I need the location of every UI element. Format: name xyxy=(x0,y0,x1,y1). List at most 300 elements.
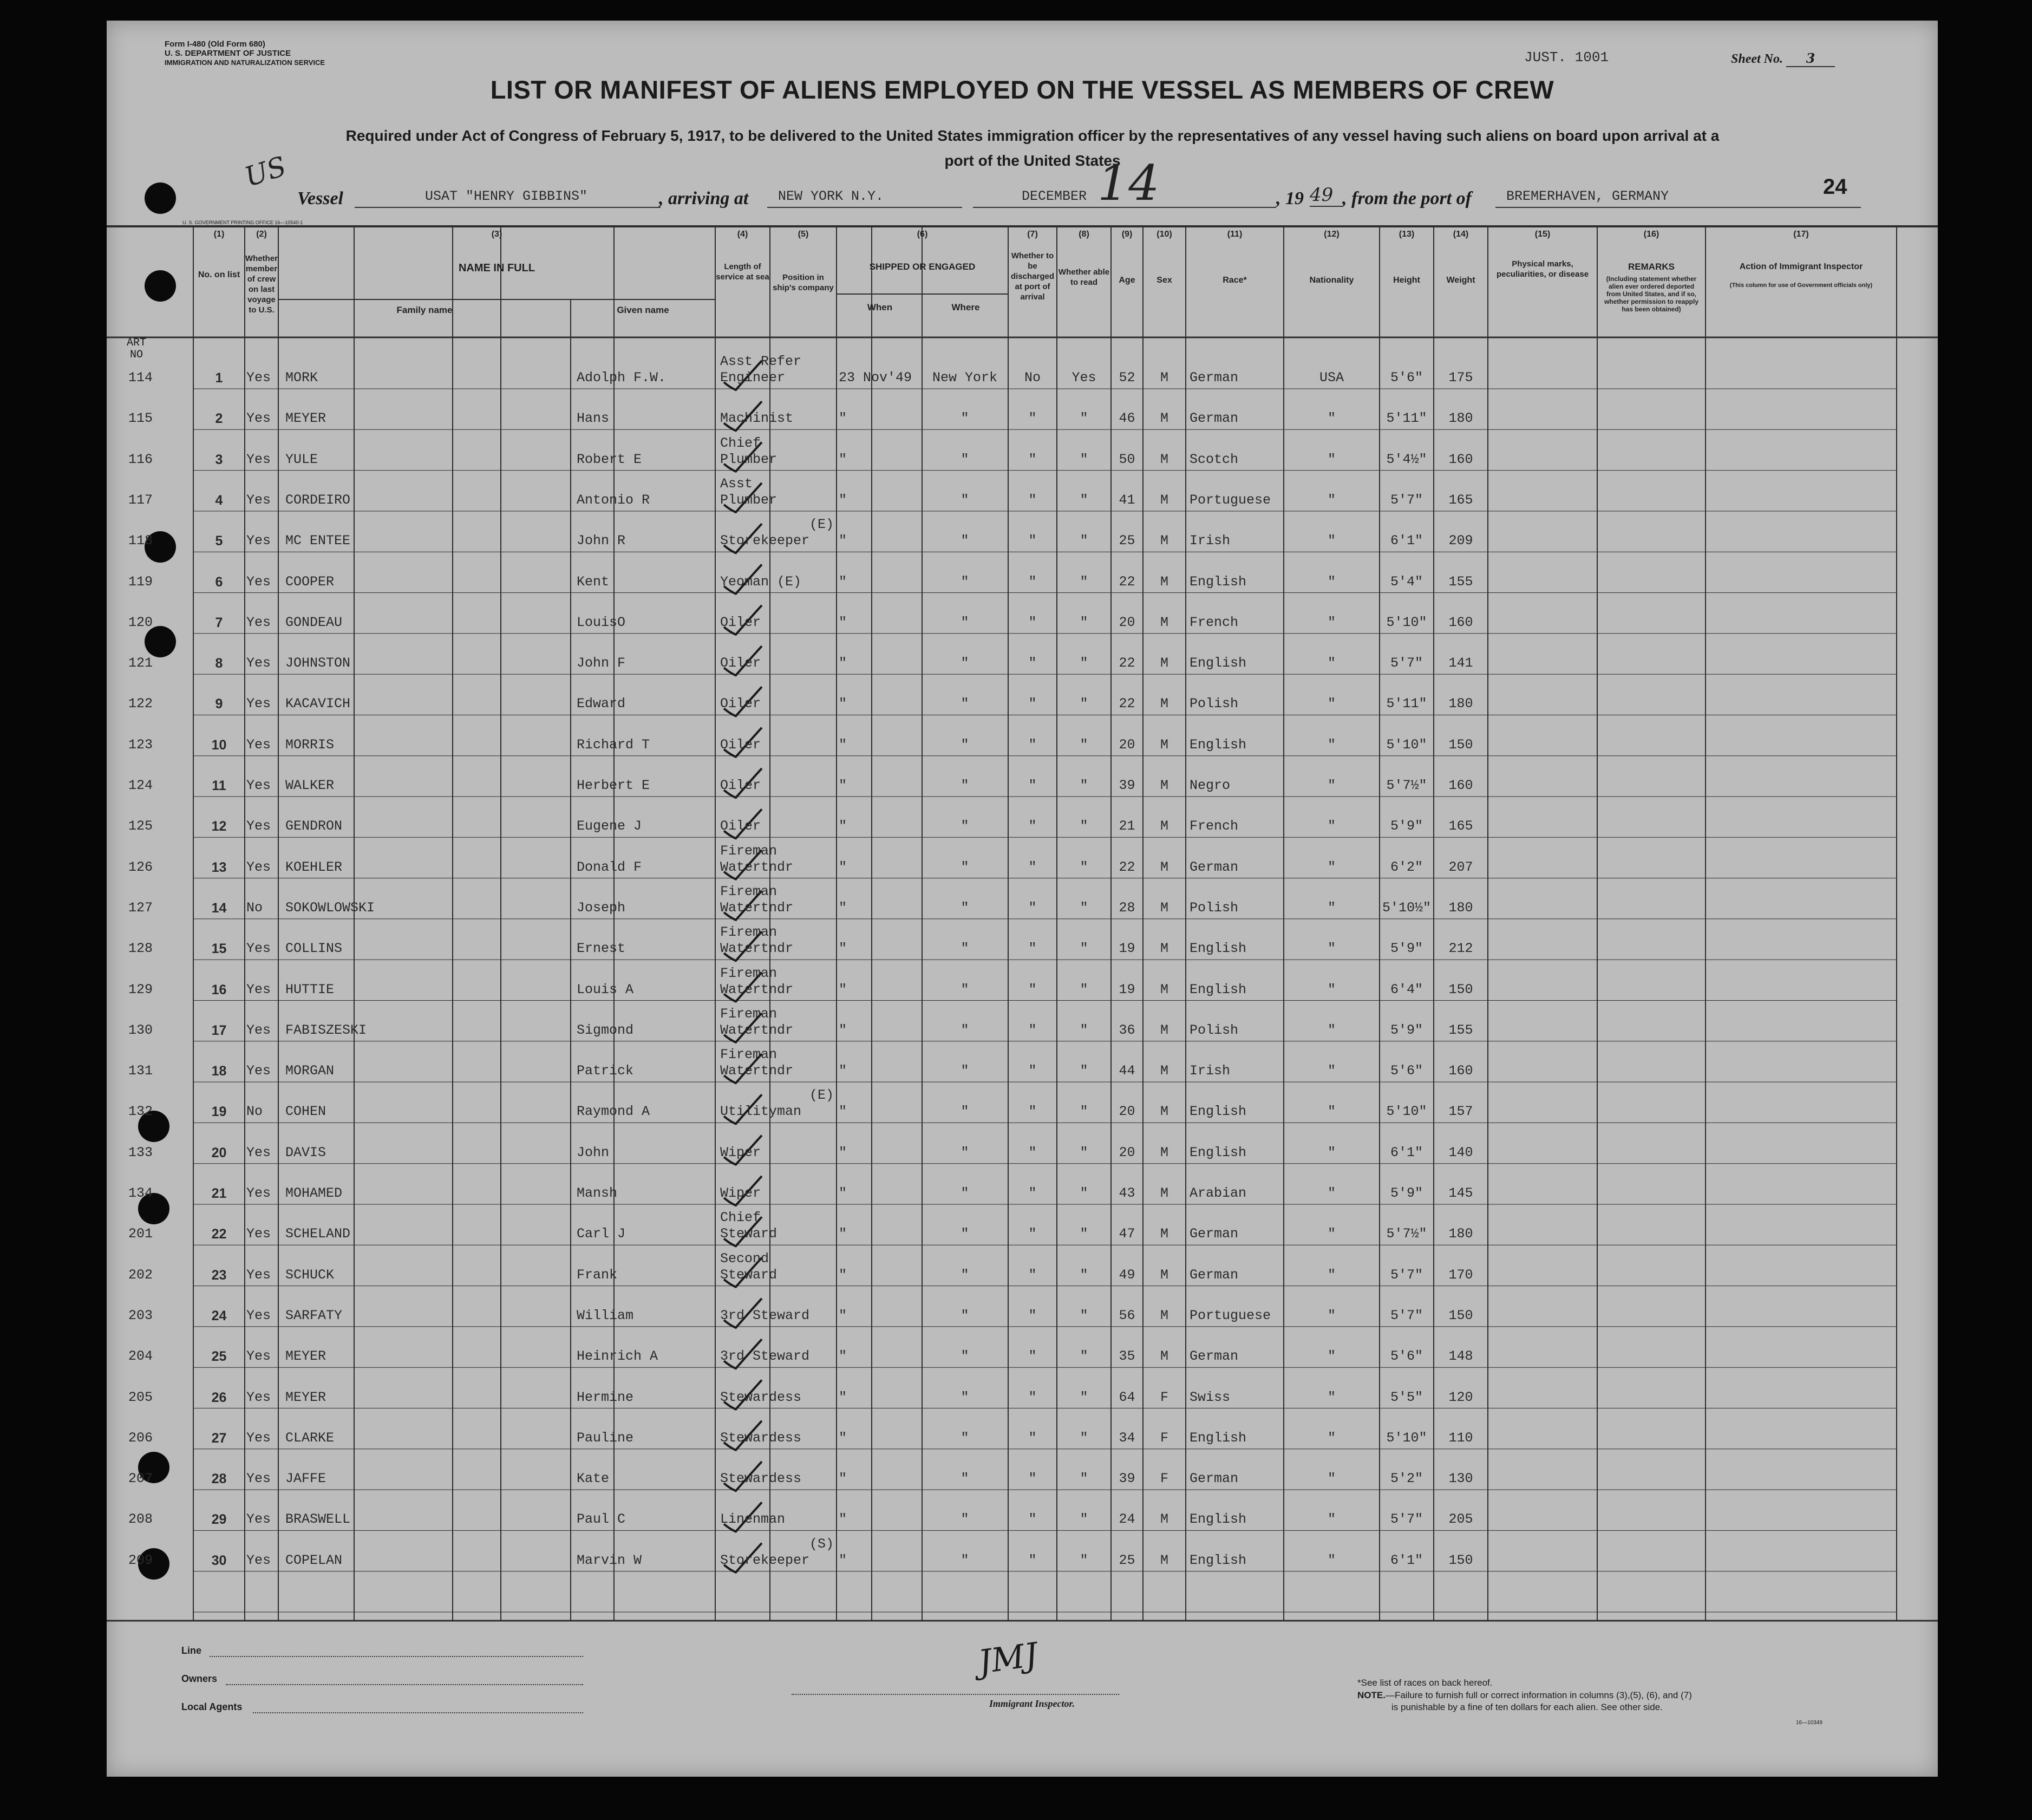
able-to-read: " xyxy=(1080,778,1088,793)
age: 24 xyxy=(1119,1511,1135,1528)
row-number: 15 xyxy=(211,941,227,957)
position: Plumber xyxy=(720,451,777,467)
col-able-read-num: (8) xyxy=(1079,230,1089,239)
col-when-label: When xyxy=(867,302,893,312)
position: Oiler xyxy=(720,614,761,630)
able-to-read: " xyxy=(1080,696,1088,712)
col-weight-label: Weight xyxy=(1446,276,1475,285)
able-to-read: Yes xyxy=(1071,370,1096,386)
position: Watertndr xyxy=(720,899,794,916)
sex: F xyxy=(1160,1430,1168,1446)
given-name: William xyxy=(577,1307,634,1323)
art-number: 129 xyxy=(128,981,153,997)
given-name: Louis A xyxy=(577,981,634,997)
shipped-when: " xyxy=(839,410,847,427)
col-age-label: Age xyxy=(1119,276,1135,285)
position-prefix: Second xyxy=(720,1250,769,1267)
age: 34 xyxy=(1119,1430,1135,1446)
given-name: Frank xyxy=(577,1267,618,1283)
owners-label: Owners xyxy=(181,1673,218,1684)
shipped-where: " xyxy=(961,492,969,508)
age: 20 xyxy=(1119,1144,1135,1160)
previous-voyage: Yes xyxy=(246,451,271,467)
shipped-when: " xyxy=(839,859,847,875)
shipped-where: " xyxy=(961,736,969,753)
given-name: Patrick xyxy=(577,1063,634,1079)
discharged: " xyxy=(1028,1307,1037,1323)
row-number: 8 xyxy=(215,656,223,671)
discharged: " xyxy=(1028,410,1037,427)
sex: M xyxy=(1160,1552,1168,1568)
row-number: 16 xyxy=(211,982,227,997)
age: 20 xyxy=(1119,614,1135,630)
nationality: " xyxy=(1327,696,1336,712)
row-number: 11 xyxy=(212,778,226,793)
weight: 160 xyxy=(1448,614,1473,630)
discharged: " xyxy=(1028,1348,1037,1365)
race: Portuguese xyxy=(1190,1307,1271,1323)
shipped-when: " xyxy=(839,533,847,549)
previous-voyage: Yes xyxy=(246,941,271,957)
art-number: 209 xyxy=(128,1552,153,1568)
position: Yeoman (E) xyxy=(720,573,802,590)
position-prefix: Asst Refer xyxy=(720,354,802,369)
able-to-read: " xyxy=(1080,1144,1088,1160)
previous-voyage: Yes xyxy=(246,492,271,508)
sex: F xyxy=(1160,1471,1168,1487)
shipped-where: " xyxy=(961,1348,969,1365)
form-code: 16—10349 xyxy=(1796,1720,1822,1726)
shipped-where: " xyxy=(961,1430,969,1446)
local-agents-field[interactable] xyxy=(253,1710,583,1713)
family-name: DAVIS xyxy=(285,1144,326,1160)
sex: M xyxy=(1160,1267,1168,1283)
age: 46 xyxy=(1119,410,1135,427)
row-number: 5 xyxy=(215,533,223,549)
previous-voyage: Yes xyxy=(246,410,271,427)
age: 56 xyxy=(1119,1307,1135,1323)
race: Polish xyxy=(1190,1022,1239,1038)
able-to-read: " xyxy=(1080,1185,1088,1201)
row-number: 27 xyxy=(211,1430,227,1446)
note-text-2: is punishable by a fine of ten dollars for each alien. See other side. xyxy=(1391,1702,1663,1712)
col-remarks-note: (Including statement whether alien ever ordered deported from United States, and if so, whether permission to reapply has been obtained) xyxy=(1604,275,1699,313)
position-prefix: Fireman xyxy=(720,1047,777,1063)
given-name: Sigmond xyxy=(577,1022,634,1038)
given-name: Hans xyxy=(577,410,610,427)
nationality: " xyxy=(1327,1144,1336,1160)
col-remarks-label: REMARKS xyxy=(1628,262,1675,272)
race: Irish xyxy=(1190,1063,1231,1079)
height: 5'9" xyxy=(1390,1185,1423,1201)
able-to-read: " xyxy=(1080,492,1088,508)
age: 43 xyxy=(1119,1185,1135,1201)
shipped-where: " xyxy=(961,533,969,549)
discharged: " xyxy=(1028,696,1037,712)
page-title: LIST OR MANIFEST OF ALIENS EMPLOYED ON THE VESSEL AS MEMBERS OF CREW xyxy=(490,75,1554,104)
age: 28 xyxy=(1119,899,1135,916)
weight: 175 xyxy=(1448,370,1473,386)
age: 39 xyxy=(1119,1471,1135,1487)
position-prefix: Asst xyxy=(720,475,753,492)
service-name: IMMIGRATION AND NATURALIZATION SERVICE xyxy=(165,58,325,67)
previous-voyage: Yes xyxy=(246,614,271,630)
previous-voyage: Yes xyxy=(246,533,271,549)
previous-voyage: Yes xyxy=(246,1389,271,1405)
col-height-num: (13) xyxy=(1399,230,1415,239)
age: 22 xyxy=(1119,859,1135,875)
note-label: NOTE. xyxy=(1357,1690,1386,1700)
previous-voyage: Yes xyxy=(246,1267,271,1283)
given-name: John xyxy=(577,1144,610,1160)
discharged: " xyxy=(1028,655,1037,671)
col-nationality-label: Nationality xyxy=(1309,276,1354,285)
family-name: FABISZESKI xyxy=(285,1022,367,1038)
age: 21 xyxy=(1119,818,1135,834)
family-name: CORDEIRO xyxy=(285,492,351,508)
sex: F xyxy=(1160,1389,1168,1405)
art-number: 206 xyxy=(128,1430,153,1446)
height: 6'1" xyxy=(1390,1552,1423,1568)
given-name: Edward xyxy=(577,696,626,712)
race: German xyxy=(1190,1267,1239,1283)
discharged: " xyxy=(1028,573,1037,590)
row-number: 23 xyxy=(211,1267,227,1283)
previous-voyage: Yes xyxy=(246,1307,271,1323)
shipped-when: " xyxy=(839,1104,847,1120)
able-to-read: " xyxy=(1080,859,1088,875)
col-race-label: Race* xyxy=(1223,276,1247,285)
sex: M xyxy=(1160,1307,1168,1323)
weight: 141 xyxy=(1448,655,1473,671)
inspector-label: Immigrant Inspector. xyxy=(989,1698,1075,1709)
art-number: 118 xyxy=(128,533,153,549)
family-name: JAFFE xyxy=(285,1471,326,1487)
position: Watertndr xyxy=(720,981,794,997)
nationality: " xyxy=(1327,492,1336,508)
able-to-read: " xyxy=(1080,573,1088,590)
nationality: " xyxy=(1327,859,1336,875)
position-prefix: Fireman xyxy=(720,965,777,981)
height: 5'7½" xyxy=(1386,778,1427,793)
art-number: 120 xyxy=(128,614,153,630)
arriving-label: , arriving at xyxy=(659,188,749,208)
form-number: Form I-480 (Old Form 680) xyxy=(165,40,265,49)
row-number: 2 xyxy=(215,411,223,427)
age: 25 xyxy=(1119,1552,1135,1568)
sex: M xyxy=(1160,1063,1168,1079)
art-number: 204 xyxy=(128,1348,153,1365)
vessel-label: Vessel xyxy=(297,188,343,208)
weight: 155 xyxy=(1448,573,1473,590)
position: Watertndr xyxy=(720,1063,794,1079)
given-name: John R xyxy=(577,533,626,549)
col-shipped-engaged-num: (6) xyxy=(917,230,928,239)
able-to-read: " xyxy=(1080,1430,1088,1446)
col-age-num: (9) xyxy=(1121,230,1133,239)
able-to-read: " xyxy=(1080,1307,1088,1323)
weight: 180 xyxy=(1448,696,1473,712)
weight: 205 xyxy=(1448,1511,1473,1528)
weight: 160 xyxy=(1448,778,1473,793)
able-to-read: " xyxy=(1080,533,1088,549)
art-number: 121 xyxy=(128,655,153,671)
weight: 180 xyxy=(1448,1226,1473,1242)
row-number: 30 xyxy=(211,1552,227,1568)
weight: 140 xyxy=(1448,1144,1473,1160)
discharged: " xyxy=(1028,1552,1037,1568)
local-agents-label: Local Agents xyxy=(181,1701,243,1712)
weight: 212 xyxy=(1448,941,1473,957)
previous-voyage: Yes xyxy=(246,696,271,712)
height: 5'11" xyxy=(1386,410,1427,427)
col-action-label: Action of Immigrant Inspector xyxy=(1739,262,1863,271)
race: English xyxy=(1190,1104,1247,1120)
given-name: Donald F xyxy=(577,859,642,875)
height: 5'7" xyxy=(1390,1307,1423,1323)
shipped-where: " xyxy=(961,573,969,590)
weight: 165 xyxy=(1448,818,1473,834)
shipped-when: " xyxy=(839,1022,847,1038)
position: Engineer xyxy=(720,370,786,386)
sex: M xyxy=(1160,1104,1168,1120)
note-text-1: —Failure to furnish full or correct information in columns (3),(5), (6), and (7) xyxy=(1385,1690,1692,1700)
row-number: 26 xyxy=(211,1390,227,1405)
col-race-num: (11) xyxy=(1227,230,1243,239)
height: 5'10" xyxy=(1386,1104,1427,1120)
weight: 150 xyxy=(1448,981,1473,997)
row-number: 18 xyxy=(211,1064,227,1079)
nationality: " xyxy=(1327,1430,1336,1446)
race: German xyxy=(1190,1226,1239,1242)
sex: M xyxy=(1160,1185,1168,1201)
shipped-when: " xyxy=(839,1430,847,1446)
arrival-month: DECEMBER xyxy=(973,188,1276,208)
shipped-where: " xyxy=(961,778,969,793)
nationality: " xyxy=(1327,410,1336,427)
given-name: Marvin W xyxy=(577,1552,642,1568)
weight: 148 xyxy=(1448,1348,1473,1365)
position: Stewardess xyxy=(720,1430,802,1446)
able-to-read: " xyxy=(1080,1267,1088,1283)
races-note: *See list of races on back hereof. xyxy=(1357,1678,1493,1688)
given-name: Ernest xyxy=(577,941,626,957)
height: 5'6" xyxy=(1390,1348,1423,1365)
age: 50 xyxy=(1119,451,1135,467)
previous-voyage: Yes xyxy=(246,1185,271,1201)
discharged: " xyxy=(1028,1063,1037,1079)
position: Watertndr xyxy=(720,941,794,957)
shipped-when: " xyxy=(839,696,847,712)
family-name: KOEHLER xyxy=(285,859,343,875)
sex: M xyxy=(1160,899,1168,916)
discharged: " xyxy=(1028,736,1037,753)
arrival-day: 14 xyxy=(1097,155,1160,212)
art-number: 133 xyxy=(128,1144,153,1160)
shipped-where: " xyxy=(961,1307,969,1323)
shipped-where: " xyxy=(961,1267,969,1283)
weight: 160 xyxy=(1448,451,1473,467)
given-name: Robert E xyxy=(577,451,642,467)
nationality: " xyxy=(1327,778,1336,793)
art-number: 119 xyxy=(128,573,153,590)
previous-voyage: Yes xyxy=(246,1063,271,1079)
age: 25 xyxy=(1119,533,1135,549)
weight: 160 xyxy=(1448,1063,1473,1079)
inspector-signature-line xyxy=(792,1694,1119,1695)
age: 36 xyxy=(1119,1022,1135,1038)
position: Wiper xyxy=(720,1185,761,1201)
art-number: 123 xyxy=(128,736,153,753)
family-name: MORRIS xyxy=(285,736,335,753)
row-number: 13 xyxy=(211,859,227,875)
height: 5'10" xyxy=(1386,736,1427,753)
art-number: 134 xyxy=(128,1185,153,1201)
family-name: SOKOWLOWSKI xyxy=(285,899,375,916)
col-position-num: (5) xyxy=(798,230,809,239)
age: 47 xyxy=(1119,1226,1135,1242)
height: 5'4" xyxy=(1390,573,1423,590)
family-name: MORGAN xyxy=(285,1063,335,1079)
shipped-where: " xyxy=(961,410,969,427)
able-to-read: " xyxy=(1080,736,1088,753)
position: 3rd Steward xyxy=(720,1348,810,1365)
art-number: 132 xyxy=(128,1104,153,1120)
discharged: " xyxy=(1028,981,1037,997)
col-name-in-full-num: (3) xyxy=(491,230,502,239)
shipped-when: " xyxy=(839,1063,847,1079)
nationality: " xyxy=(1327,941,1336,957)
col-no-on-list-num: (1) xyxy=(213,230,225,239)
row-number: 19 xyxy=(211,1104,227,1120)
family-name: JOHNSTON xyxy=(285,655,351,671)
owners-field[interactable] xyxy=(226,1682,583,1685)
nationality: " xyxy=(1327,1267,1336,1283)
nationality: " xyxy=(1327,818,1336,834)
shipped-where: " xyxy=(961,1226,969,1242)
discharged: No xyxy=(1024,370,1041,386)
height: 5'9" xyxy=(1390,941,1423,957)
given-name: John F xyxy=(577,655,626,671)
weight: 165 xyxy=(1448,492,1473,508)
shipped-when: " xyxy=(839,573,847,590)
previous-voyage: No xyxy=(246,899,263,916)
col-prev-voyage-num: (2) xyxy=(256,230,267,239)
race: English xyxy=(1190,736,1247,753)
height: 5'2" xyxy=(1390,1471,1423,1487)
previous-voyage: No xyxy=(246,1104,263,1120)
nationality: " xyxy=(1327,573,1336,590)
sheet-number: 3 xyxy=(1786,50,1835,67)
discharged: " xyxy=(1028,1267,1037,1283)
given-name: Carl J xyxy=(577,1226,626,1242)
arrival-port: NEW YORK N.Y. xyxy=(767,188,962,208)
col-height-label: Height xyxy=(1393,276,1420,285)
able-to-read: " xyxy=(1080,818,1088,834)
discharged: " xyxy=(1028,778,1037,793)
position-prefix: (S) xyxy=(809,1536,834,1552)
given-name: Kent xyxy=(577,573,610,590)
nationality: " xyxy=(1327,1348,1336,1365)
art-number: 130 xyxy=(128,1022,153,1038)
age: 20 xyxy=(1119,1104,1135,1120)
subtitle-line-1: Required under Act of Congress of February 5, 1917, to be delivered to the United States immigration officer by the representatives of any vessel having such aliens on board upon arrival at a xyxy=(345,127,1720,144)
row-number: 17 xyxy=(211,1022,227,1038)
art-number: 115 xyxy=(128,410,153,427)
discharged: " xyxy=(1028,818,1037,834)
able-to-read: " xyxy=(1080,655,1088,671)
sex: M xyxy=(1160,736,1168,753)
position: Stewardess xyxy=(720,1389,802,1405)
nationality: " xyxy=(1327,1511,1336,1528)
position: Plumber xyxy=(720,492,777,508)
line-field[interactable] xyxy=(210,1654,583,1657)
race: French xyxy=(1190,614,1239,630)
art-number: 124 xyxy=(128,778,153,793)
given-name: Raymond A xyxy=(577,1104,650,1120)
art-no-label: ART NO xyxy=(126,337,146,361)
discharged: " xyxy=(1028,1430,1037,1446)
discharged: " xyxy=(1028,1511,1037,1528)
given-name: Eugene J xyxy=(577,818,642,834)
inspector-signature: JMJ xyxy=(976,1635,1040,1682)
able-to-read: " xyxy=(1080,1552,1088,1568)
shipped-where: " xyxy=(961,1022,969,1038)
shipped-where: " xyxy=(961,1511,969,1528)
able-to-read: " xyxy=(1080,1348,1088,1365)
shipped-where: " xyxy=(961,981,969,997)
shipped-where: " xyxy=(961,451,969,467)
height: 5'10" xyxy=(1386,614,1427,630)
sex: M xyxy=(1160,941,1168,957)
position: Machinist xyxy=(720,410,794,427)
sex: M xyxy=(1160,1348,1168,1365)
age: 22 xyxy=(1119,573,1135,590)
print-code: U. S. GOVERNMENT PRINTING OFFICE 16—10540-1 xyxy=(182,220,303,225)
family-name: SARFATY xyxy=(285,1307,343,1323)
weight: 157 xyxy=(1448,1104,1473,1120)
row-number: 25 xyxy=(211,1349,227,1365)
discharged: " xyxy=(1028,1144,1037,1160)
height: 5'6" xyxy=(1390,1063,1423,1079)
height: 5'7" xyxy=(1390,1511,1423,1528)
weight: 110 xyxy=(1448,1430,1473,1446)
able-to-read: " xyxy=(1080,1104,1088,1120)
height: 5'6" xyxy=(1390,370,1423,386)
family-name: CLARKE xyxy=(285,1430,335,1446)
race: Arabian xyxy=(1190,1185,1247,1201)
height: 5'11" xyxy=(1386,696,1427,712)
race: English xyxy=(1190,1144,1247,1160)
race: Swiss xyxy=(1190,1389,1231,1405)
sex: M xyxy=(1160,1511,1168,1528)
position-prefix: Fireman xyxy=(720,1006,777,1022)
previous-voyage: Yes xyxy=(246,736,271,753)
nationality: " xyxy=(1327,899,1336,916)
able-to-read: " xyxy=(1080,614,1088,630)
family-name: MEYER xyxy=(285,1389,326,1405)
weight: 145 xyxy=(1448,1185,1473,1201)
previous-voyage: Yes xyxy=(246,859,271,875)
row-number: 22 xyxy=(211,1227,227,1242)
art-number: 208 xyxy=(128,1511,153,1528)
race: German xyxy=(1190,370,1239,386)
family-name: MC ENTEE xyxy=(285,533,351,549)
discharged: " xyxy=(1028,533,1037,549)
given-name: Kate xyxy=(577,1471,610,1487)
race: English xyxy=(1190,1511,1247,1528)
vessel-name: USAT "HENRY GIBBINS" xyxy=(355,188,661,208)
